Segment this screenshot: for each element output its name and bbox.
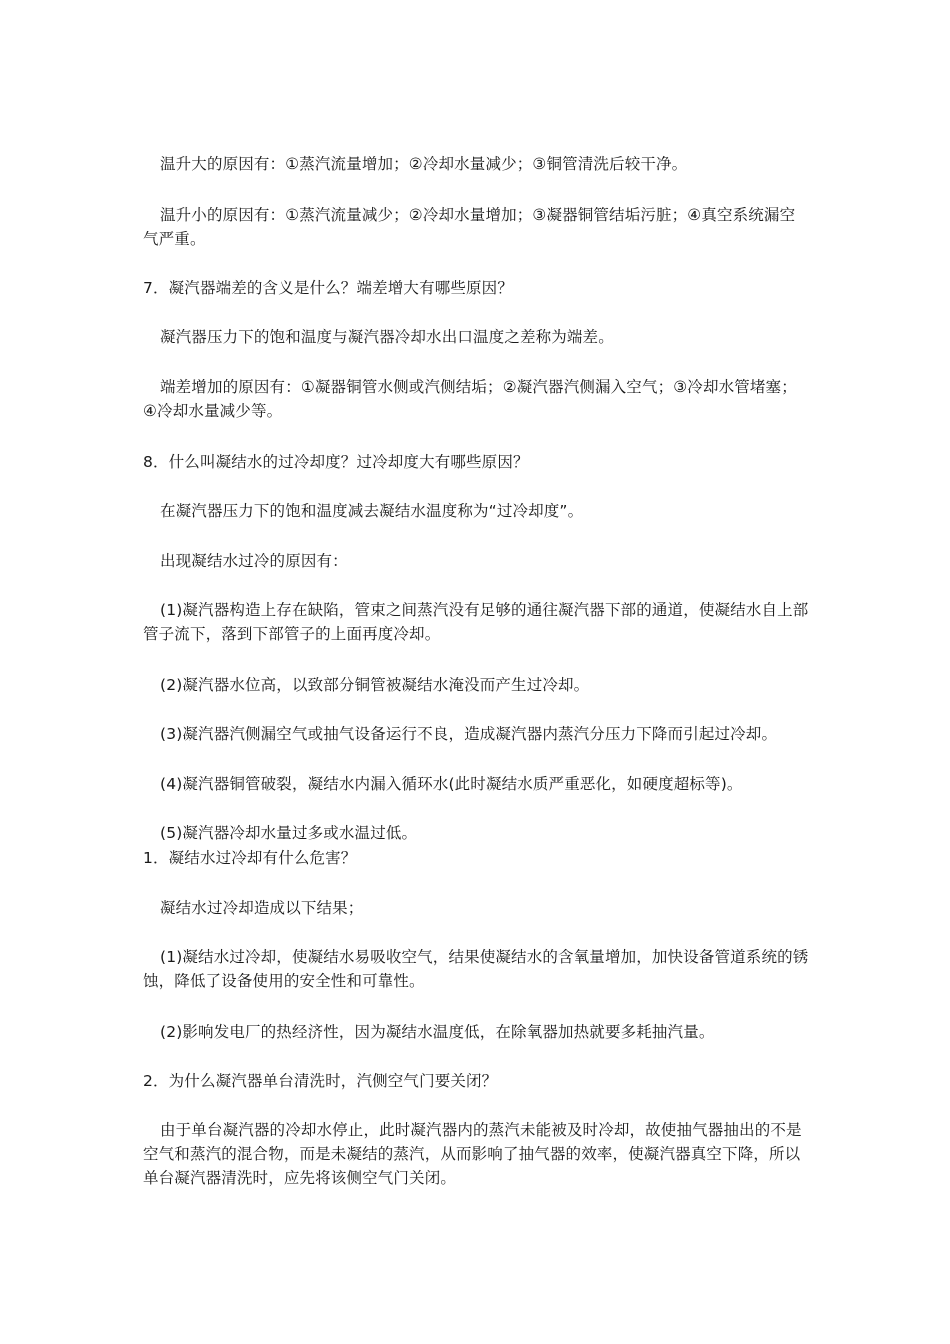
list-item-cause-5: (5)凝汽器冷却水量过多或水温过低。 bbox=[160, 824, 418, 842]
paragraph-subcooling-causes-intro: 出现凝结水过冷的原因有： bbox=[160, 552, 348, 570]
paragraph-terminal-difference-definition: 凝汽器压力下的饱和温度与凝汽器冷却水出口温度之差称为端差。 bbox=[160, 328, 614, 346]
paragraph-subcooling-definition: 在凝汽器压力下的饱和温度减去凝结水温度称为“过冷却度”。 bbox=[160, 502, 584, 520]
paragraph-temp-rise-large: 温升大的原因有：①蒸汽流量增加；②冷却水量减少；③铜管清洗后较干净。 bbox=[160, 155, 688, 173]
paragraph-air-valve-answer: 由于单台凝汽器的冷却水停止，此时凝汽器内的蒸汽未能被及时冷却，故使抽气器抽出的不是空气和蒸汽的混合物，而是未凝结的蒸汽，从而影响了抽气器的效率，使凝汽器真空下降，所以单台凝汽器清洗时，应先将该侧空气门关闭。 bbox=[143, 1121, 802, 1187]
list-item-cause-3: (3)凝汽器汽侧漏空气或抽气设备运行不良，造成凝汽器内蒸汽分压力下降而引起过冷却。 bbox=[160, 725, 778, 743]
list-item-cause-4: (4)凝汽器铜管破裂，凝结水内漏入循环水(此时凝结水质严重恶化，如硬度超标等)。 bbox=[160, 775, 743, 793]
list-item-cause-1: (1)凝汽器构造上存在缺陷，管束之间蒸汽没有足够的通往凝汽器下部的通道，使凝结水自上部管子流下，落到下部管子的上面再度冷却。 bbox=[143, 601, 809, 643]
list-item-harm-1: (1)凝结水过冷却，使凝结水易吸收空气，结果使凝结水的含氧量增加，加快设备管道系统的锈蚀，降低了设备使用的安全性和可靠性。 bbox=[143, 948, 809, 990]
question-7-heading: 7．凝汽器端差的含义是什么？端差增大有哪些原因？ bbox=[143, 279, 513, 297]
list-item-harm-2: (2)影响发电厂的热经济性，因为凝结水温度低，在除氧器加热就要多耗抽汽量。 bbox=[160, 1023, 715, 1041]
paragraph-temp-rise-small: 温升小的原因有：①蒸汽流量减少；②冷却水量增加；③凝器铜管结垢污脏；④真空系统漏空气严重。 bbox=[143, 206, 796, 248]
question-2-heading: 2．为什么凝汽器单台清洗时，汽侧空气门要关闭？ bbox=[143, 1072, 498, 1090]
paragraph-subcooling-results-intro: 凝结水过冷却造成以下结果； bbox=[160, 899, 364, 917]
question-1-heading: 1．凝结水过冷却有什么危害？ bbox=[143, 849, 357, 867]
list-item-cause-2: (2)凝汽器水位高，以致部分铜管被凝结水淹没而产生过冷却。 bbox=[160, 676, 590, 694]
paragraph-terminal-difference-causes: 端差增加的原因有：①凝器铜管水侧或汽侧结垢；②凝汽器汽侧漏入空气；③冷却水管堵塞；④冷却水量减少等。 bbox=[143, 378, 797, 420]
question-8-heading: 8．什么叫凝结水的过冷却度？过冷却度大有哪些原因？ bbox=[143, 453, 529, 471]
